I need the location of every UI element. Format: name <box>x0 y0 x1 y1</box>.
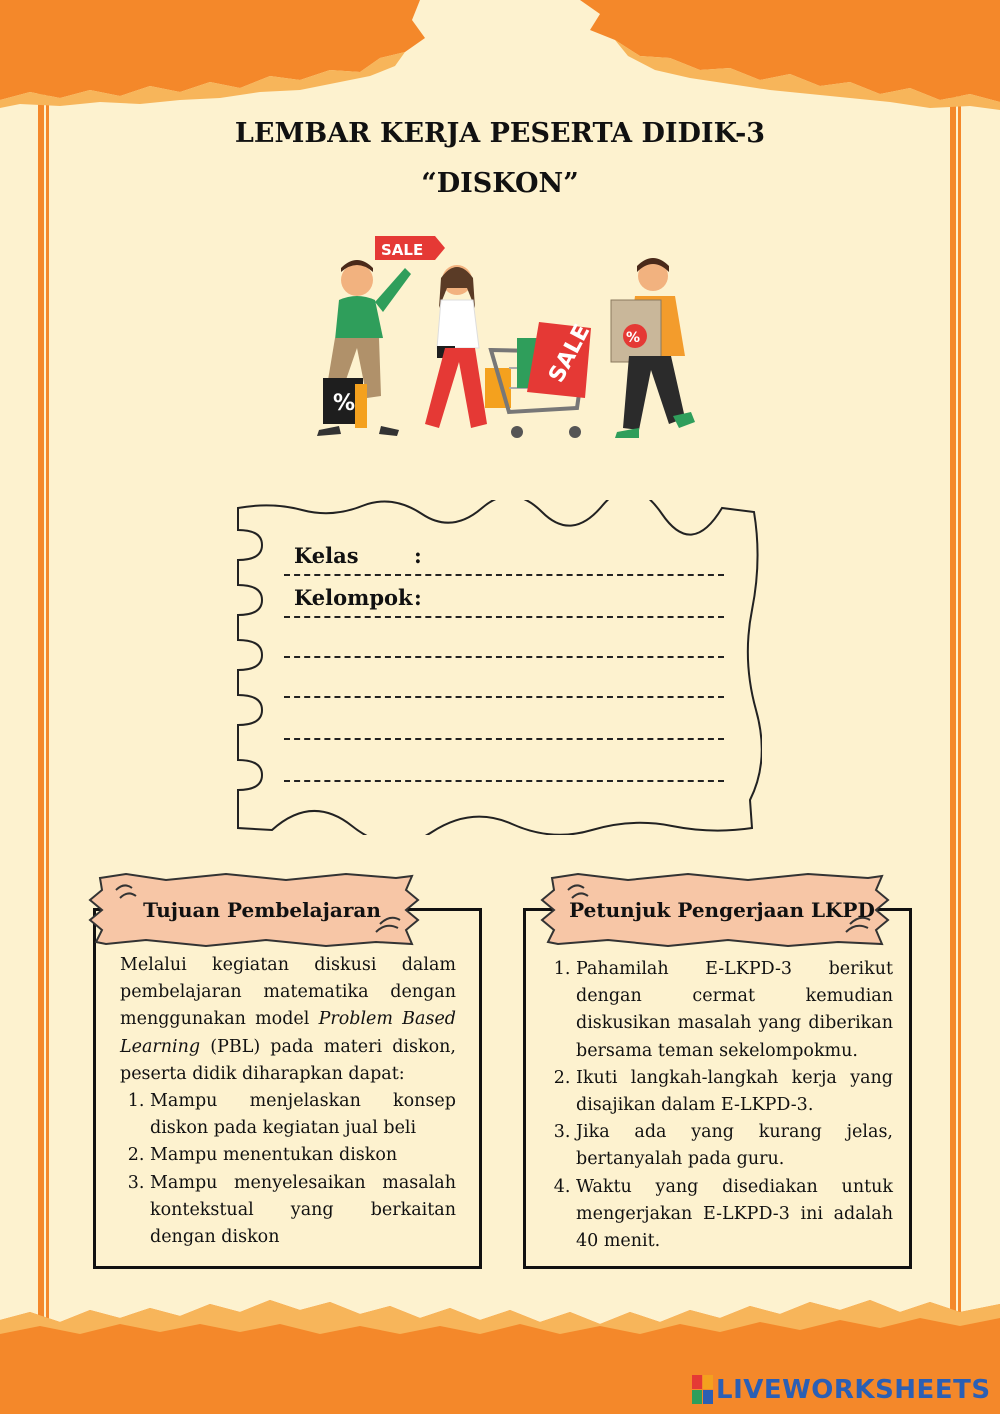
list-item: 1. Mampu menjelaskan konsep diskon pada kegiatan jual beli <box>150 1088 456 1142</box>
kelas-label: Kelas <box>294 543 359 568</box>
svg-text:SALE: SALE <box>381 241 424 259</box>
list-item: 2. Ikuti langkah-langkah kerja yang disajikan dalam E-LKPD-3. <box>576 1065 893 1119</box>
member-line[interactable] <box>284 656 724 658</box>
member-line[interactable] <box>284 696 724 698</box>
list-item: 2. Mampu menentukan diskon <box>150 1142 456 1169</box>
live-blocks-icon <box>692 1375 714 1405</box>
brand-name: LIVEWORKSHEETS <box>716 1375 991 1405</box>
kelompok-line[interactable] <box>284 616 724 618</box>
tujuan-list <box>120 1088 456 1251</box>
tujuan-intro-text: Melalui kegiatan diskusi dalam pembelajaran matematika dengan menggunakan model <box>120 955 456 1030</box>
shopping-illustration <box>295 228 705 446</box>
list-item: 4. Waktu yang disediakan untuk mengerjakan E-LKPD-3 ini adalah 40 menit. <box>576 1174 893 1256</box>
petunjuk-title: Petunjuk Pengerjaan LKPD <box>569 898 875 922</box>
tujuan-title: Tujuan Pembelajaran <box>143 898 381 922</box>
member-line[interactable] <box>284 738 724 740</box>
petunjuk-list <box>546 956 893 1255</box>
member-line[interactable] <box>284 780 724 782</box>
svg-text:%: % <box>333 391 356 416</box>
page-subtitle: “DISKON” <box>421 168 579 199</box>
tujuan-intro-text: (PBL) pada materi diskon, peserta didik diharapkan dapat: <box>120 1036 456 1084</box>
sale-sign <box>375 236 445 260</box>
petunjuk-content <box>546 956 893 1255</box>
svg-text:%: % <box>626 330 641 346</box>
kelas-line[interactable] <box>284 574 724 576</box>
list-item: 3. Jika ada yang kurang jelas, bertanyalah pada guru. <box>576 1119 893 1173</box>
tujuan-intro <box>120 952 456 1088</box>
tujuan-content <box>120 952 456 1251</box>
page-title: LEMBAR KERJA PESERTA DIDIK-3 <box>234 118 766 149</box>
list-item: 3. Mampu menyelesaikan masalah kontekstual yang berkaitan dengan diskon <box>150 1170 456 1252</box>
tujuan-intro-model: Problem Based Learning <box>120 1009 456 1057</box>
kelompok-colon: : <box>414 585 422 610</box>
kelompok-label: Kelompok <box>294 585 413 610</box>
svg-text:SALE: SALE <box>544 320 596 387</box>
liveworksheets-logo[interactable] <box>692 1372 991 1408</box>
kelas-colon: : <box>414 543 422 568</box>
list-item: 1. Pahamilah E-LKPD-3 berikut dengan cermat kemudian diskusikan masalah yang diberikan bersama teman sekelompokmu. <box>576 956 893 1065</box>
